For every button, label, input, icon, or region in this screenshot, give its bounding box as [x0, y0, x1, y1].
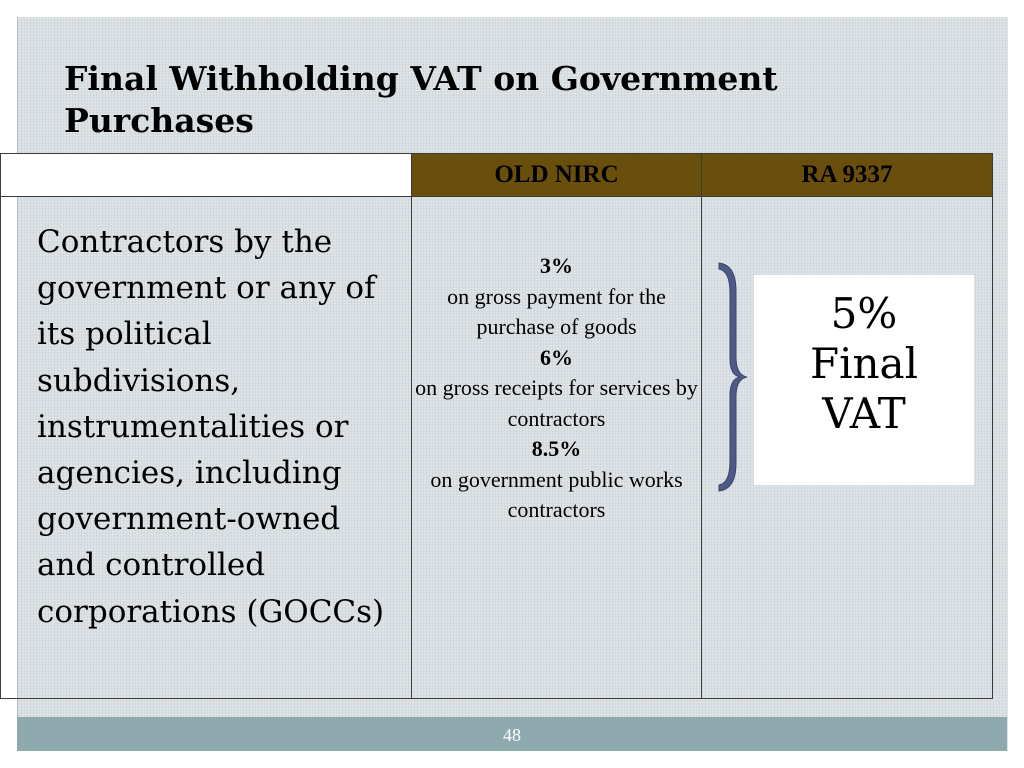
table-header-row [1, 154, 993, 197]
right-curly-brace-icon [716, 261, 750, 493]
category-cell: Contractors by the government or any of its political subdivisions, instrumentalities or agencies, including government-owned and controlled corporations (GOCCs) [1, 197, 412, 699]
rate-goods-description: on gross payment for the purchase of goods [447, 283, 666, 339]
footer-bar [17, 717, 1007, 751]
header-old-nirc: OLD NIRC [412, 154, 702, 197]
rate-services: 6% [540, 344, 573, 370]
ra-9337-cell [702, 197, 993, 699]
page-number: 48 [503, 725, 521, 745]
header-cell-empty [1, 154, 412, 197]
rate-public-works-description: on government public works contractors [430, 466, 683, 522]
slide-title: Final Withholding VAT on Government Purchases [64, 59, 778, 140]
comparison-table [0, 153, 993, 699]
final-vat-label-line1: Final [809, 339, 919, 388]
rate-public-works: 8.5% [531, 436, 582, 461]
rate-goods: 3% [540, 253, 573, 278]
final-vat-label-line2: VAT [822, 389, 906, 438]
final-vat-rate: 5% [830, 289, 898, 338]
final-vat-box [754, 275, 974, 485]
old-nirc-rates-cell [412, 197, 702, 699]
table-row [1, 197, 993, 699]
rate-services-description: on gross receipts for services by contractors [415, 375, 698, 431]
header-ra-9337: RA 9337 [702, 154, 993, 197]
